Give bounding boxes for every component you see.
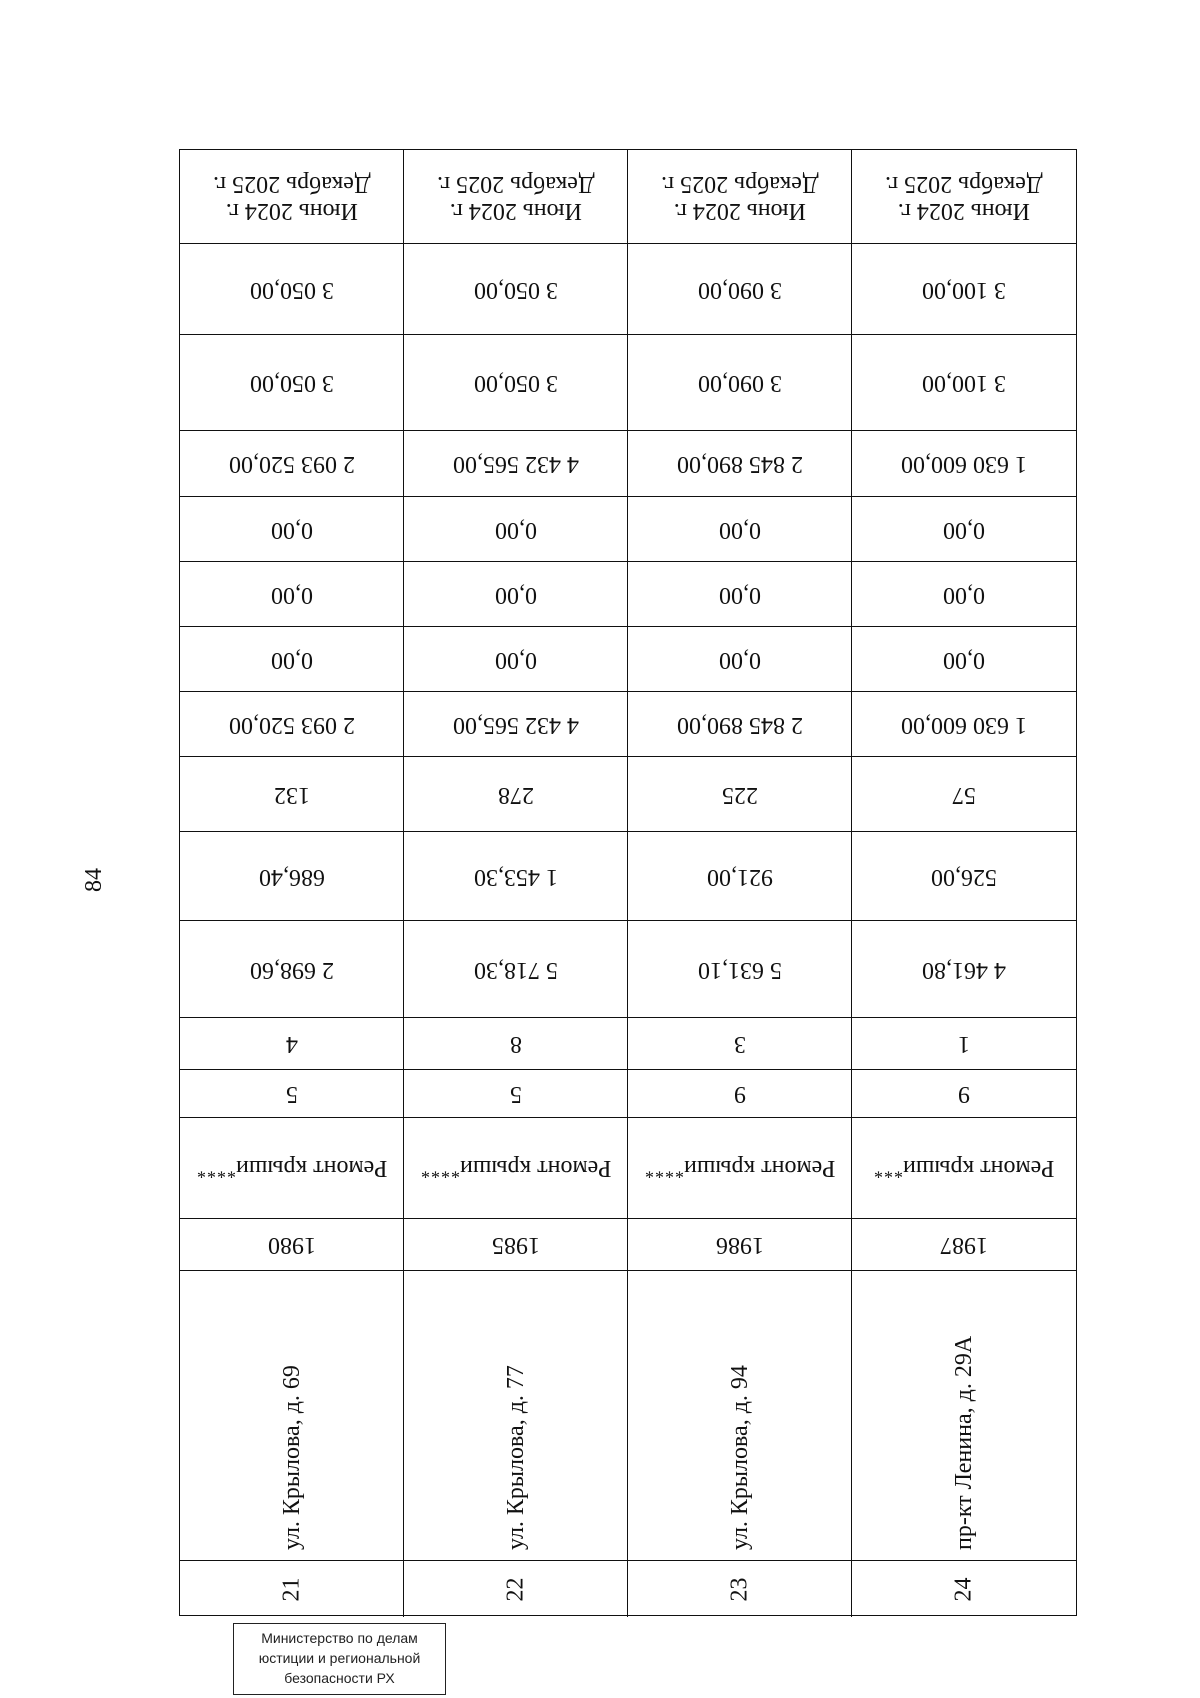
cell-cost-owners: 1 630 600,00	[852, 431, 1076, 497]
cell-fund-a: 0,00	[180, 627, 404, 692]
cell-work: Ремонт крыши****	[628, 1118, 852, 1219]
cell-fund-a: 0,00	[628, 627, 852, 692]
cell-row-number: 22	[404, 1561, 628, 1617]
cell-fund-c: 0,00	[628, 497, 852, 562]
cell-address: ул. Крылова, д. 77	[404, 1271, 628, 1561]
cell-fund-b: 0,00	[628, 562, 852, 627]
cell-fund-b: 0,00	[404, 562, 628, 627]
cell-cost-total: 4 432 565,00	[404, 692, 628, 757]
cell-entrances: 1	[852, 1018, 1076, 1070]
cell-work: Ремонт крыши***	[852, 1118, 1076, 1219]
cell-residents: 278	[404, 757, 628, 832]
cell-entrances: 8	[404, 1018, 628, 1070]
cell-address: пр-кт Ленина, д. 29А	[852, 1271, 1076, 1561]
cell-cost-owners: 2 845 890,00	[628, 431, 852, 497]
cell-limit-per-m2: 3 050,00	[180, 244, 404, 335]
cell-area-total: 4 461,80	[852, 921, 1076, 1018]
cell-area-living: 526,00	[852, 832, 1076, 921]
cell-area-total: 5 631,10	[628, 921, 852, 1018]
cell-floors: 5	[180, 1070, 404, 1118]
cell-fund-c: 0,00	[852, 497, 1076, 562]
page-number: 84	[81, 868, 107, 892]
cell-period: Июнь 2024 г. Декабрь 2025 г.	[404, 150, 628, 244]
ministry-stamp: Министерство по делам юстиции и региональной безопасности РХ	[233, 1623, 446, 1695]
cell-area-living: 686,40	[180, 832, 404, 921]
cell-cost-per-m2: 3 050,00	[404, 335, 628, 431]
cell-period: Июнь 2024 г. Декабрь 2025 г.	[628, 150, 852, 244]
cell-area-living: 1 453,30	[404, 832, 628, 921]
cell-address: ул. Крылова, д. 69	[180, 1271, 404, 1561]
cell-limit-per-m2: 3 090,00	[628, 244, 852, 335]
cell-area-total: 2 698,60	[180, 921, 404, 1018]
cell-fund-c: 0,00	[180, 497, 404, 562]
cell-year: 1987	[852, 1219, 1076, 1271]
cell-fund-c: 0,00	[404, 497, 628, 562]
cell-work: Ремонт крыши****	[404, 1118, 628, 1219]
cell-fund-a: 0,00	[404, 627, 628, 692]
cell-cost-per-m2: 3 100,00	[852, 335, 1076, 431]
cell-cost-owners: 4 432 565,00	[404, 431, 628, 497]
cell-fund-b: 0,00	[852, 562, 1076, 627]
cell-entrances: 3	[628, 1018, 852, 1070]
cell-period: Июнь 2024 г. Декабрь 2025 г.	[180, 150, 404, 244]
cell-entrances: 4	[180, 1018, 404, 1070]
cell-row-number: 21	[180, 1561, 404, 1617]
cell-cost-owners: 2 093 520,00	[180, 431, 404, 497]
cell-limit-per-m2: 3 100,00	[852, 244, 1076, 335]
cell-floors: 5	[404, 1070, 628, 1118]
cell-cost-per-m2: 3 090,00	[628, 335, 852, 431]
cell-area-total: 5 718,30	[404, 921, 628, 1018]
cell-period: Июнь 2024 г. Декабрь 2025 г.	[852, 150, 1076, 244]
cell-cost-total: 1 630 600,00	[852, 692, 1076, 757]
cell-cost-per-m2: 3 050,00	[180, 335, 404, 431]
cell-area-living: 921,00	[628, 832, 852, 921]
cell-floors: 9	[852, 1070, 1076, 1118]
cell-year: 1986	[628, 1219, 852, 1271]
cell-fund-a: 0,00	[852, 627, 1076, 692]
cell-work: Ремонт крыши****	[180, 1118, 404, 1219]
cell-residents: 57	[852, 757, 1076, 832]
cell-fund-b: 0,00	[180, 562, 404, 627]
cell-limit-per-m2: 3 050,00	[404, 244, 628, 335]
works-table	[179, 149, 1077, 1616]
cell-row-number: 24	[950, 1577, 977, 1601]
cell-residents: 225	[628, 757, 852, 832]
cell-cost-total: 2 845 890,00	[628, 692, 852, 757]
cell-residents: 132	[180, 757, 404, 832]
cell-year: 1985	[404, 1219, 628, 1271]
cell-cost-total: 2 093 520,00	[180, 692, 404, 757]
cell-row-number: 23	[628, 1561, 852, 1617]
cell-year: 1980	[180, 1219, 404, 1271]
cell-floors: 9	[628, 1070, 852, 1118]
cell-address: ул. Крылова, д. 94	[628, 1271, 852, 1561]
